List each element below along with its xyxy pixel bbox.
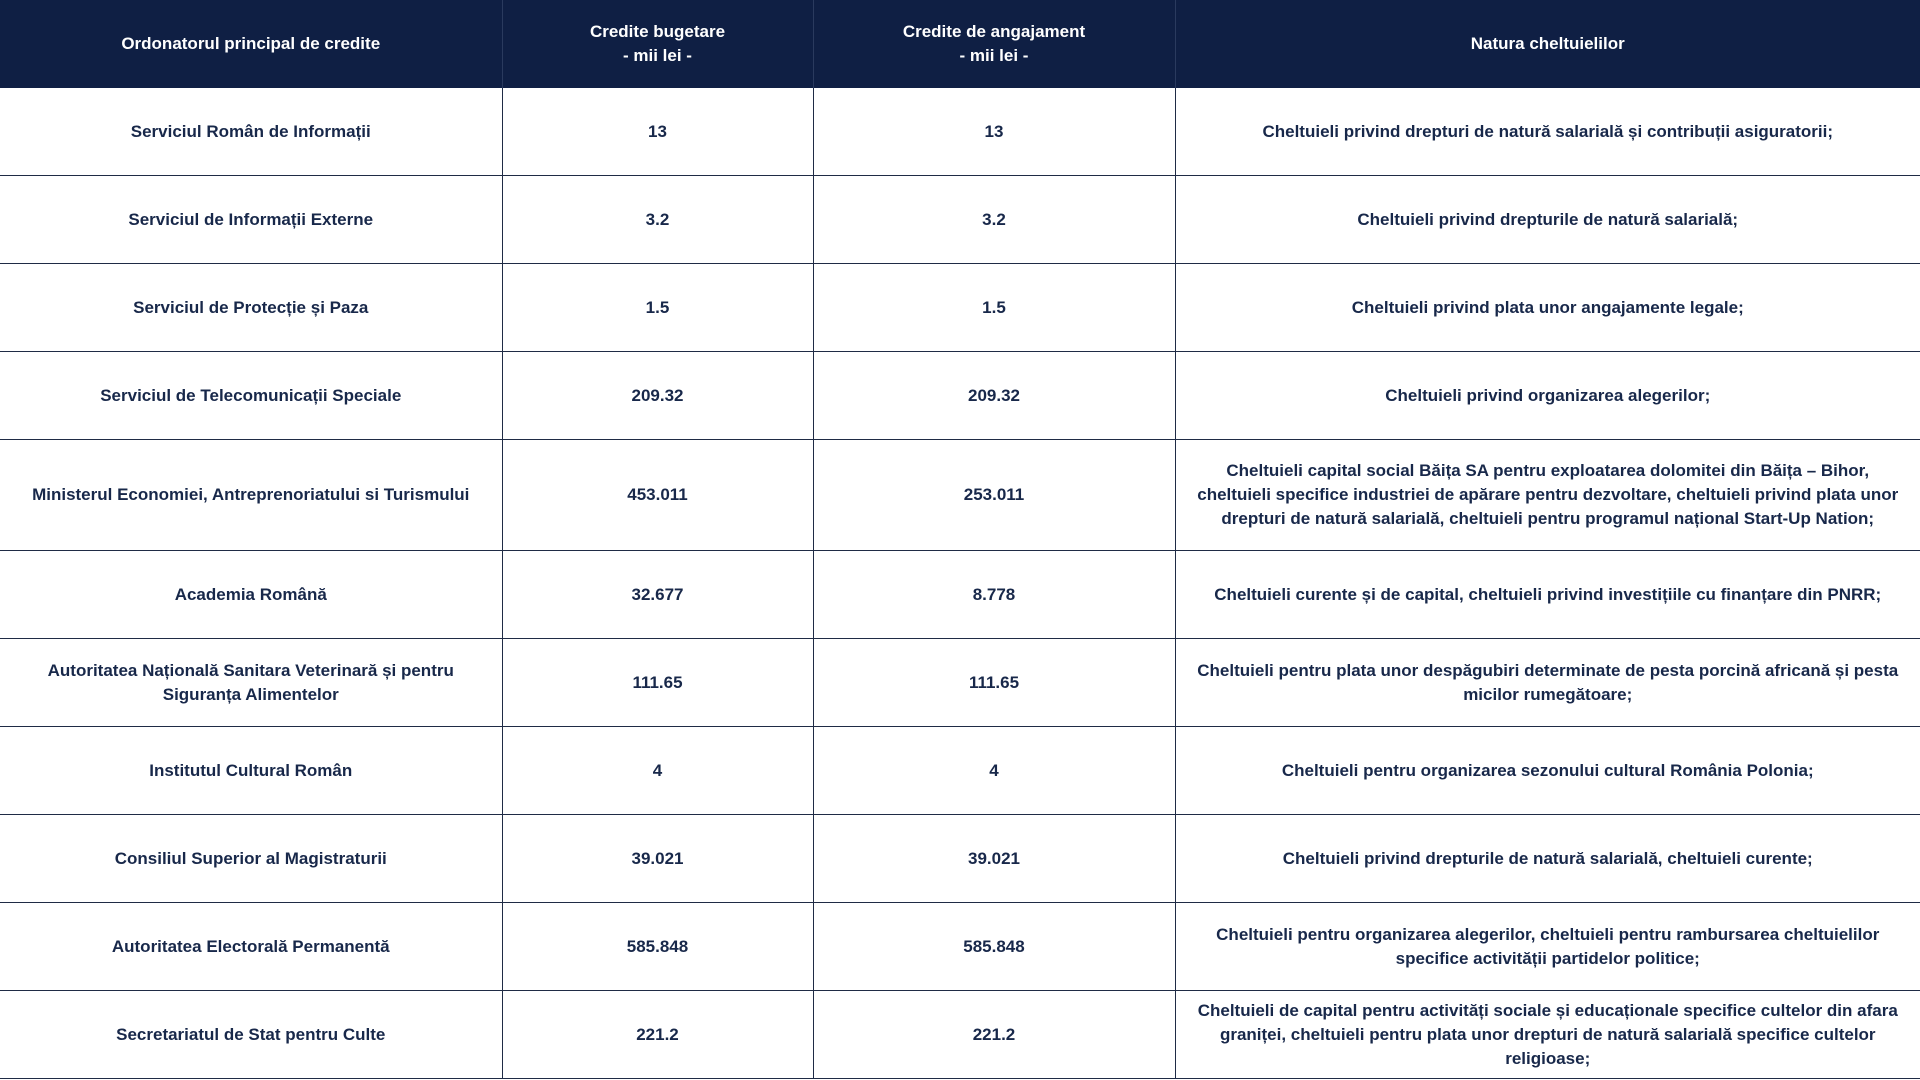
cell-credite-bugetare: 1.5: [502, 264, 813, 352]
table-row: [0, 176, 1920, 264]
cell-credite-angajament: 39.021: [813, 815, 1175, 903]
table-row: [0, 903, 1920, 991]
table-row: [0, 991, 1920, 1079]
cell-natura: Cheltuieli privind drepturile de natură salarială;: [1175, 176, 1920, 264]
cell-natura: Cheltuieli pentru organizarea alegerilor, cheltuieli pentru rambursarea cheltuielilor specifice activității partidelor politice;: [1175, 903, 1920, 991]
cell-credite-angajament: 253.011: [813, 440, 1175, 551]
header-credite-angajament: [813, 0, 1175, 88]
cell-credite-bugetare: 453.011: [502, 440, 813, 551]
table-row: [0, 264, 1920, 352]
table-row: [0, 815, 1920, 903]
table-row: [0, 440, 1920, 551]
cell-credite-bugetare: 209.32: [502, 352, 813, 440]
cell-institution: Institutul Cultural Român: [0, 727, 502, 815]
table-header: [0, 0, 1920, 88]
header-row: [0, 0, 1920, 88]
cell-institution: Secretariatul de Stat pentru Culte: [0, 991, 502, 1079]
header-ordonator: Ordonatorul principal de credite: [0, 0, 502, 88]
header-credite-bugetare: [502, 0, 813, 88]
cell-institution: Ministerul Economiei, Antreprenoriatului si Turismului: [0, 440, 502, 551]
header-credite-bugetare-unit: - mii lei -: [623, 46, 692, 65]
cell-credite-bugetare: 585.848: [502, 903, 813, 991]
cell-natura: Cheltuieli pentru plata unor despăgubiri determinate de pesta porcină africană și pesta micilor rumegătoare;: [1175, 639, 1920, 727]
cell-institution: Serviciul de Informații Externe: [0, 176, 502, 264]
header-natura: Natura cheltuielilor: [1175, 0, 1920, 88]
cell-natura: Cheltuieli curente și de capital, cheltuieli privind investițiile cu finanțare din PNRR;: [1175, 551, 1920, 639]
cell-credite-angajament: 4: [813, 727, 1175, 815]
table-row: [0, 551, 1920, 639]
header-credite-angajament-unit: - mii lei -: [959, 46, 1029, 65]
table-row: [0, 727, 1920, 815]
table-row: [0, 88, 1920, 176]
table-body: [0, 88, 1920, 1079]
cell-institution: Autoritatea Electorală Permanentă: [0, 903, 502, 991]
cell-credite-angajament: 111.65: [813, 639, 1175, 727]
cell-natura: Cheltuieli privind organizarea alegerilor;: [1175, 352, 1920, 440]
cell-credite-angajament: 221.2: [813, 991, 1175, 1079]
cell-credite-bugetare: 111.65: [502, 639, 813, 727]
header-credite-bugetare-label: Credite bugetare: [589, 22, 726, 41]
cell-credite-bugetare: 13: [502, 88, 813, 176]
table-row: [0, 352, 1920, 440]
cell-credite-bugetare: 221.2: [502, 991, 813, 1079]
cell-natura: Cheltuieli privind drepturi de natură salarială și contribuții asiguratorii;: [1175, 88, 1920, 176]
header-credite-angajament-label: Credite de angajament: [902, 22, 1086, 41]
table-row: [0, 639, 1920, 727]
cell-credite-angajament: 13: [813, 88, 1175, 176]
cell-credite-angajament: 209.32: [813, 352, 1175, 440]
cell-credite-bugetare: 32.677: [502, 551, 813, 639]
cell-institution: Serviciul de Protecție și Paza: [0, 264, 502, 352]
cell-natura: Cheltuieli de capital pentru activități sociale și educaționale specifice cultelor din afara graniței, cheltuieli pentru plata unor drepturi de natură salarială specifice cultelor religioase;: [1175, 991, 1920, 1079]
cell-institution: Autoritatea Națională Sanitara Veterinară și pentru Siguranța Alimentelor: [0, 639, 502, 727]
cell-natura: Cheltuieli privind plata unor angajamente legale;: [1175, 264, 1920, 352]
cell-credite-bugetare: 39.021: [502, 815, 813, 903]
cell-institution: Consiliul Superior al Magistraturii: [0, 815, 502, 903]
cell-credite-bugetare: 4: [502, 727, 813, 815]
cell-natura: Cheltuieli privind drepturile de natură salarială, cheltuieli curente;: [1175, 815, 1920, 903]
cell-natura: Cheltuieli pentru organizarea sezonului cultural România Polonia;: [1175, 727, 1920, 815]
cell-credite-angajament: 8.778: [813, 551, 1175, 639]
cell-credite-angajament: 585.848: [813, 903, 1175, 991]
cell-institution: Serviciul de Telecomunicații Speciale: [0, 352, 502, 440]
cell-natura: Cheltuieli capital social Băița SA pentru exploatarea dolomitei din Băița – Bihor, cheltuieli specifice industriei de apărare pentru dezvoltare, cheltuieli privind plata unor drepturi de natură salarială, cheltuieli pentru programul național Start-Up Nation;: [1175, 440, 1920, 551]
cell-credite-bugetare: 3.2: [502, 176, 813, 264]
cell-credite-angajament: 1.5: [813, 264, 1175, 352]
cell-credite-angajament: 3.2: [813, 176, 1175, 264]
cell-institution: Academia Română: [0, 551, 502, 639]
cell-institution: Serviciul Român de Informații: [0, 88, 502, 176]
